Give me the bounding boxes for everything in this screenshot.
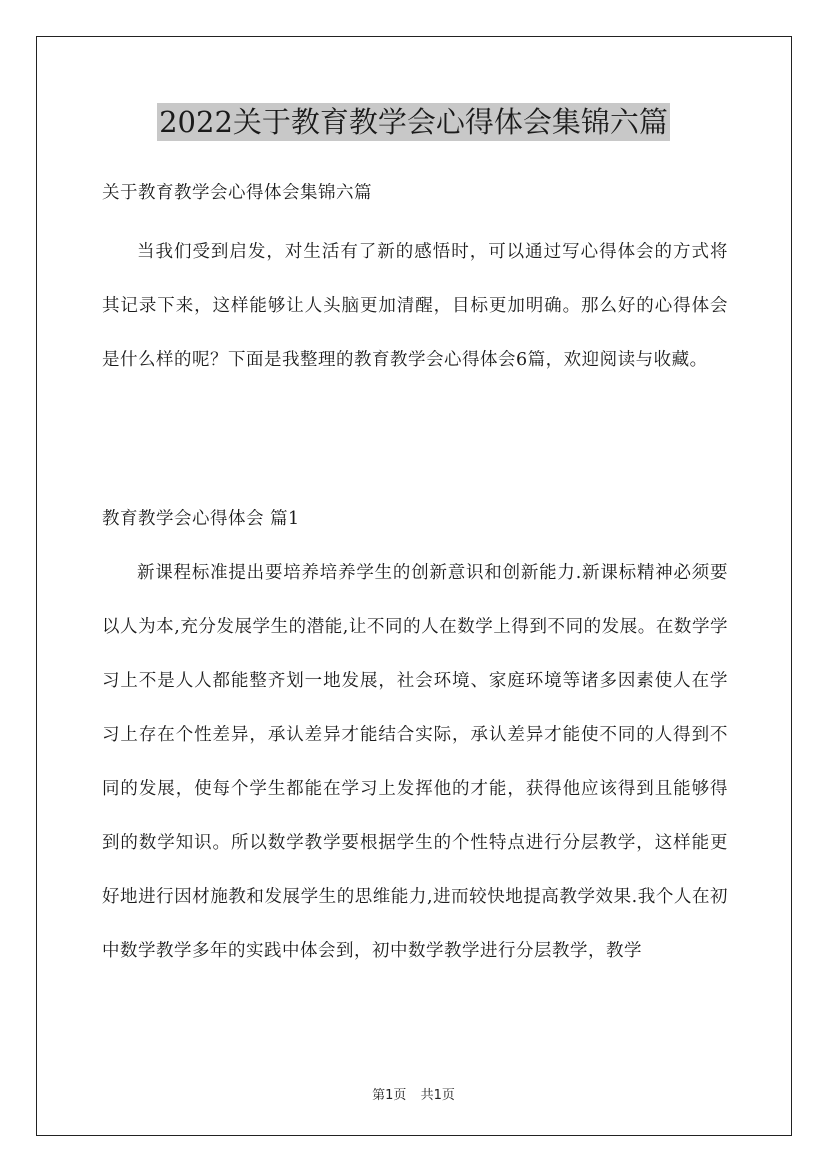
intro-paragraph: 当我们受到启发，对生活有了新的感悟时，可以通过写心得体会的方式将其记录下来，这样能够让人头脑更加清醒，目标更加明确。那么好的心得体会是什么样的呢？下面是我整理的教育教学会心得体会6篇，欢迎阅读与收藏。 xyxy=(102,242,728,370)
section-paragraph: 新课程标准提出要培养培养学生的创新意识和创新能力.新课标精神必须要以人为本,充分发展学生的潜能,让不同的人在数学上得到不同的发展。在数学学习上不是人人都能整齐划一地发展，社会环境、家庭环境等诸多因素使人在学习上存在个性差异，承认差异才能结合实际，承认差异才能使不同的人得到不同的发展，使每个学生都能在学习上发挥他的才能，获得他应该得到且能够得到的数学知识。所以数学教学要根据学生的个性特点进行分层教学，这样能更好地进行因材施教和发展学生的思维能力,进而较快地提高教学效果.我个人在初中数学教学多年的实践中体会到，初中数学教学进行分层教学，教学 xyxy=(102,563,728,961)
section-body-container xyxy=(102,546,728,978)
document-subtitle: 关于教育教学会心得体会集锦六篇 xyxy=(102,183,372,203)
document-title-text: 2022关于教育教学会心得体会集锦六篇 xyxy=(159,105,668,139)
document-title xyxy=(0,98,827,146)
page-footer xyxy=(0,1084,827,1103)
section-heading: 教育教学会心得体会 篇1 xyxy=(102,509,300,529)
page-number: 第1页 xyxy=(372,1088,407,1103)
intro-paragraph-container xyxy=(102,225,728,387)
total-pages: 共1页 xyxy=(420,1088,455,1103)
